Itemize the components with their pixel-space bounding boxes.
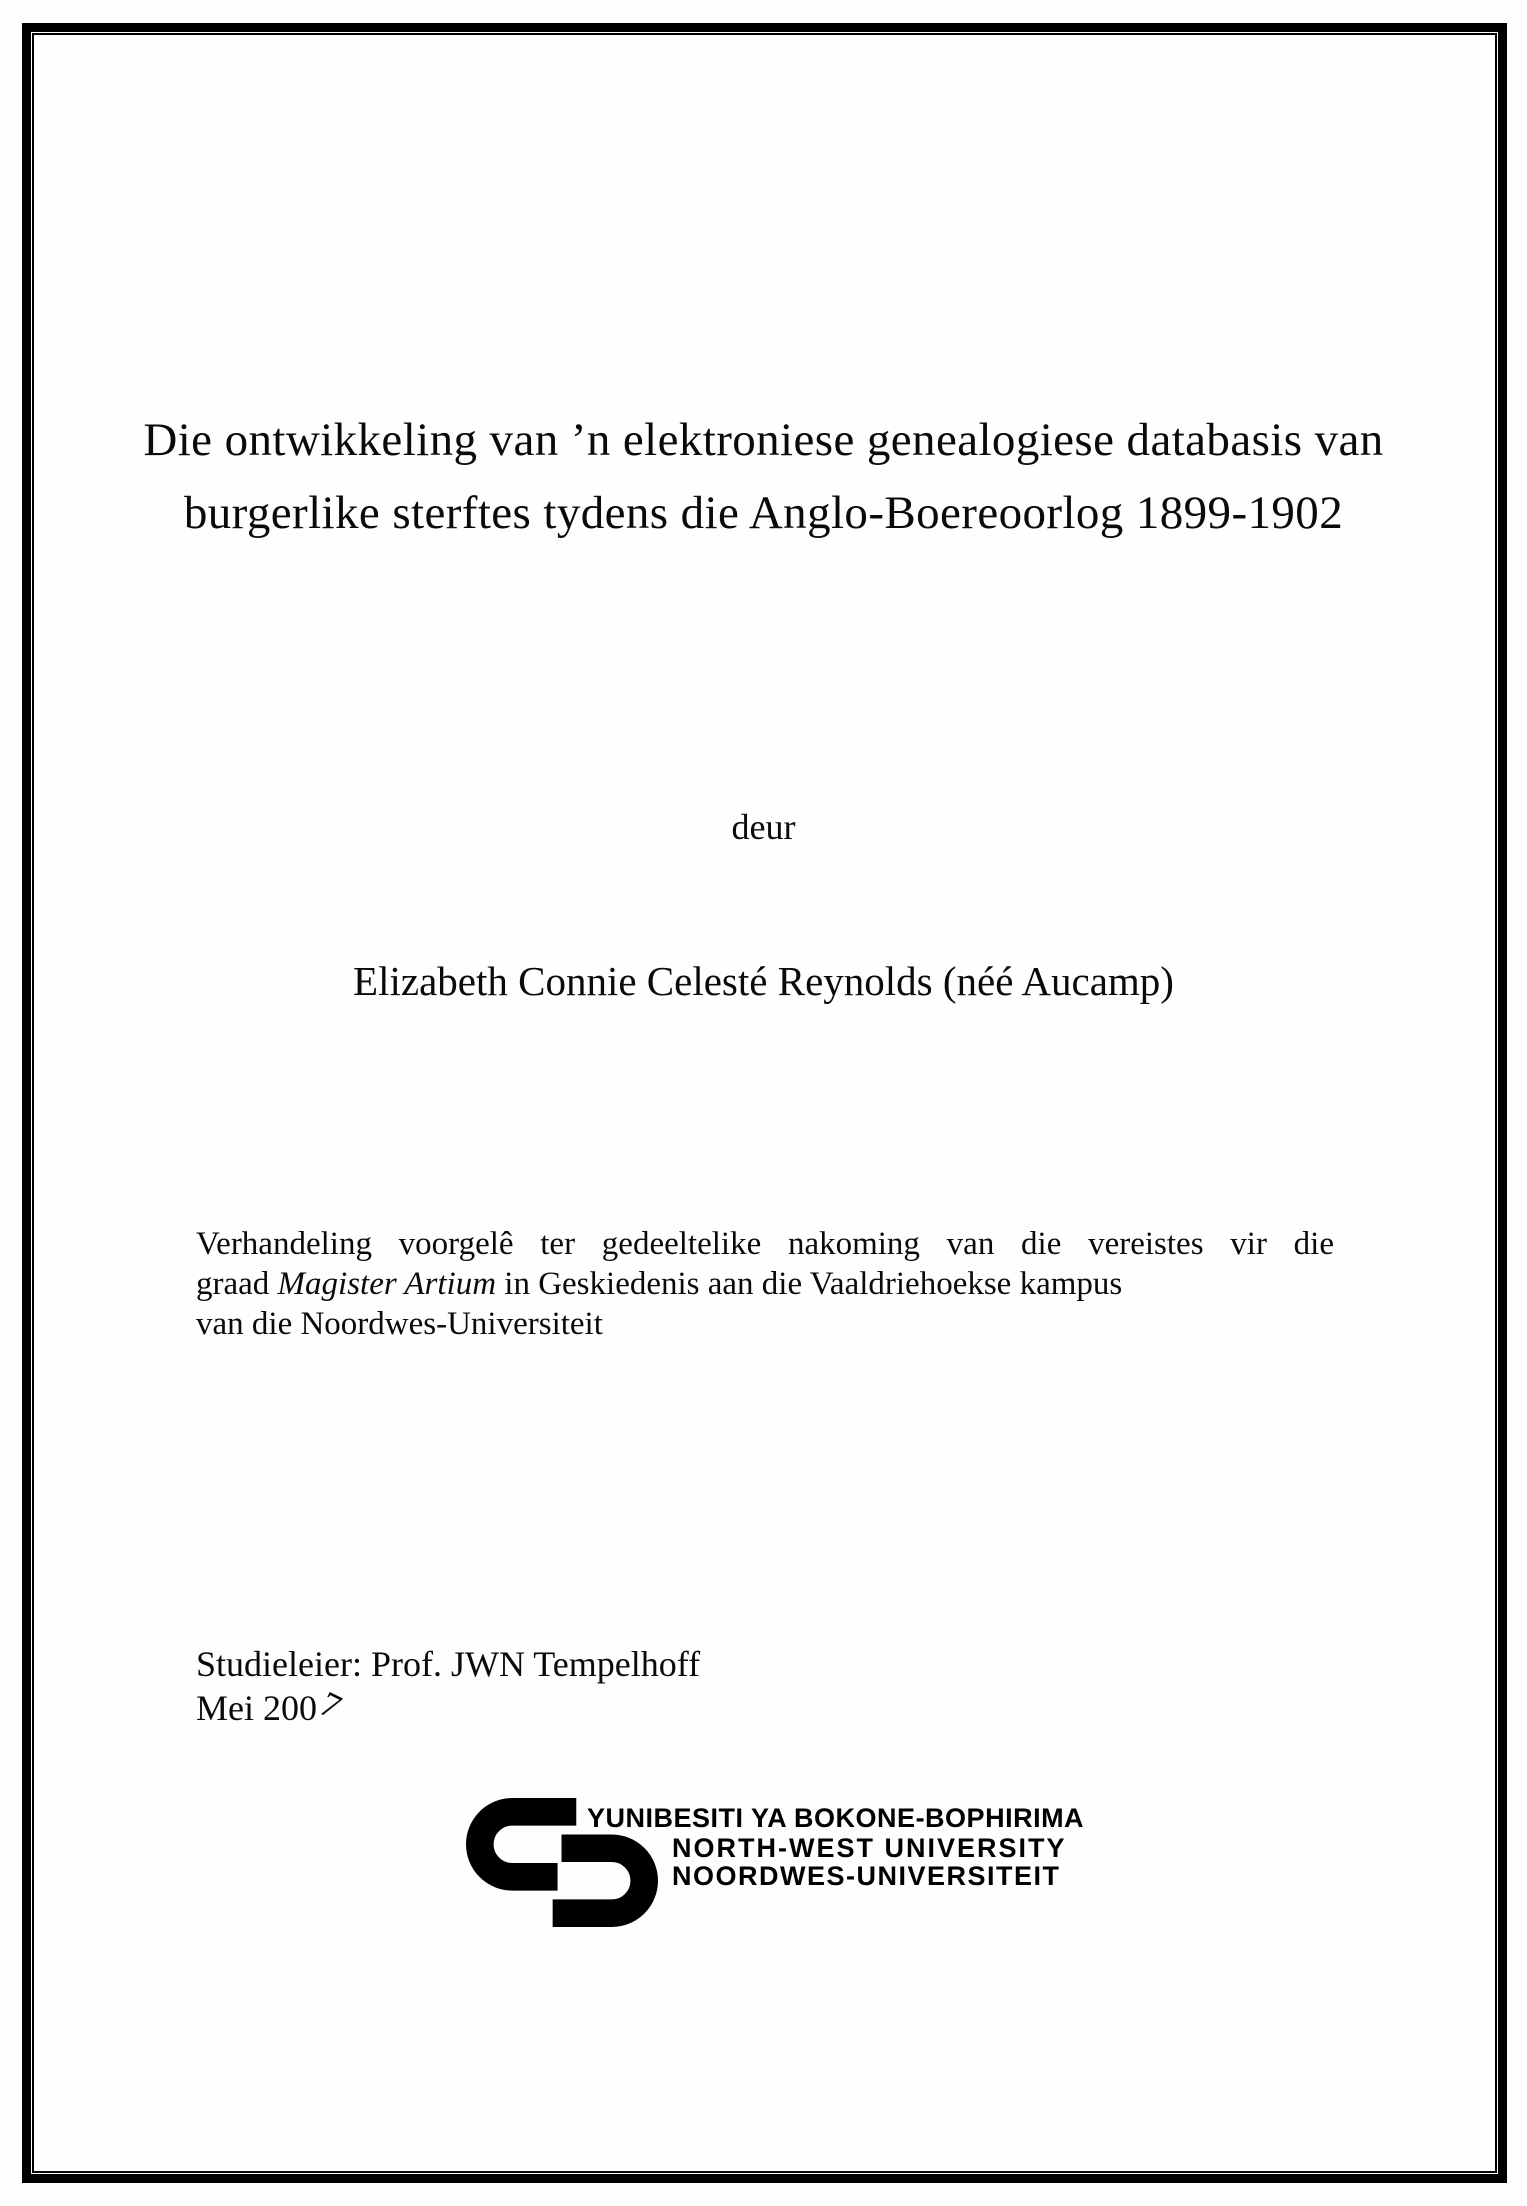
supervisor-block xyxy=(196,1642,700,1730)
date-prefix: Mei 200 xyxy=(196,1688,317,1728)
thesis-title-line-2: burgerlike sterftes tydens die Anglo-Boereoorlog 1899-1902 xyxy=(183,487,1344,539)
degree-statement-line-1: Verhandeling voorgelê ter gedeeltelike nakoming van die vereistes vir die xyxy=(196,1226,1334,1262)
university-name-setswana: YUNIBESITI YA BOKONE-BOPHIRIMA xyxy=(587,1803,1085,1833)
degree-statement-line-2 xyxy=(196,1264,1334,1304)
thesis-title xyxy=(95,404,1432,550)
author-name: Elizabeth Connie Celesté Reynolds (néé Aucamp) xyxy=(353,958,1174,1004)
university-name-english: NORTH-WEST UNIVERSITY xyxy=(672,1833,1067,1863)
degree-name-italic: Magister Artium xyxy=(277,1266,497,1302)
supervisor-line: Studieleier: Prof. JWN Tempelhoff xyxy=(196,1644,701,1684)
degree-statement-line-3: van die Noordwes-Universiteit xyxy=(196,1306,603,1342)
degree-statement-line-2-suffix: in Geskiedenis aan die Vaaldriehoekse kampus xyxy=(496,1266,1123,1302)
date-line xyxy=(196,1683,700,1730)
degree-statement-line-2-prefix: graad xyxy=(196,1266,278,1302)
date-final-digit: 7 xyxy=(313,1683,348,1728)
thesis-title-line-1: Die ontwikkeling van ’n elektroniese genealogiese databasis van xyxy=(143,414,1384,466)
university-logo xyxy=(466,1796,1126,1936)
byline-label: deur xyxy=(731,807,796,847)
degree-statement xyxy=(196,1224,1334,1344)
university-name-afrikaans: NOORDWES-UNIVERSITEIT xyxy=(672,1861,1061,1891)
